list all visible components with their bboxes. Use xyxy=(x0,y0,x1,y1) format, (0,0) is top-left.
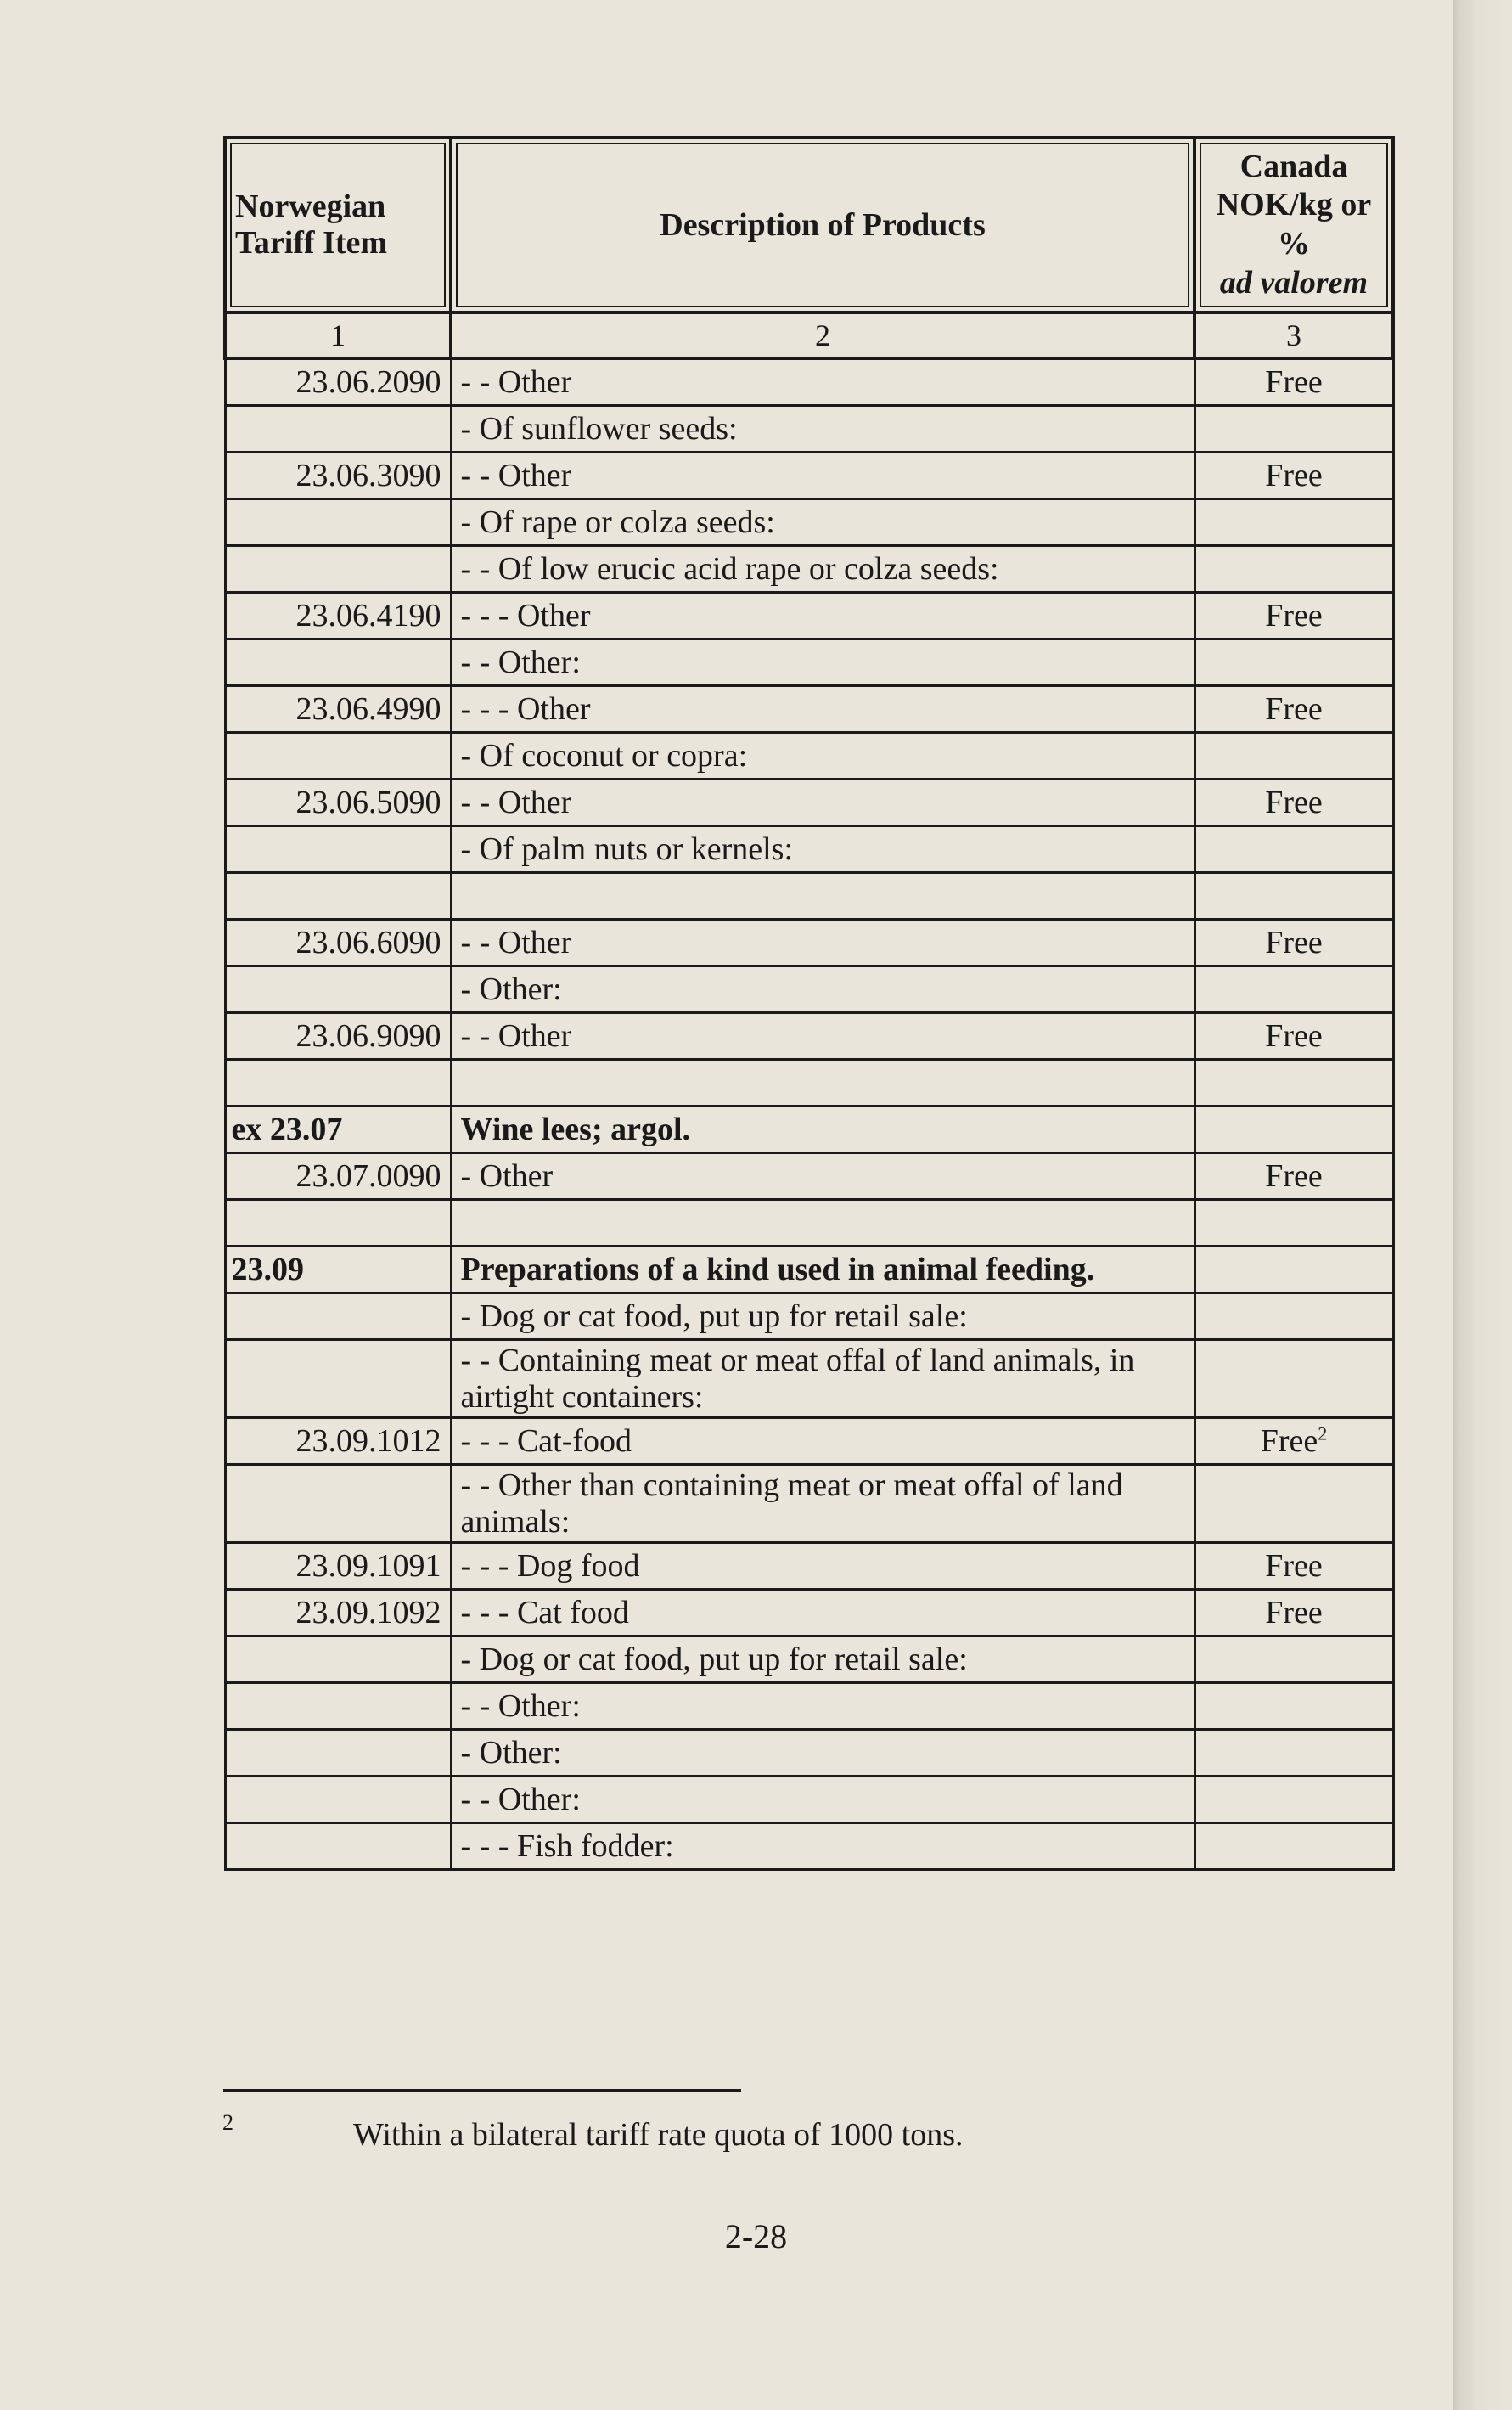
tariff-item-cell xyxy=(225,1777,451,1823)
tariff-item-cell xyxy=(225,1823,451,1870)
description-cell: - - Other xyxy=(451,780,1194,826)
table-row xyxy=(225,1340,1393,1418)
rate-cell xyxy=(1194,1777,1393,1823)
tariff-item-cell xyxy=(225,966,451,1013)
header-tariff-item xyxy=(225,138,451,313)
description-cell: - - Other: xyxy=(451,1777,1194,1823)
description-cell: Preparations of a kind used in animal feeding. xyxy=(451,1247,1194,1293)
rate-cell xyxy=(1194,546,1393,593)
rate-cell xyxy=(1194,453,1393,499)
rate-value: Free xyxy=(1265,924,1323,960)
table-row xyxy=(225,1106,1393,1153)
tariff-item-cell: ex 23.07 xyxy=(225,1106,451,1153)
tariff-item-cell xyxy=(225,1293,451,1340)
table-row xyxy=(225,1293,1393,1340)
description-cell: - Other: xyxy=(451,1730,1194,1777)
table-row xyxy=(225,920,1393,966)
rate-value: Free xyxy=(1265,1157,1323,1194)
tariff-item-cell xyxy=(225,733,451,780)
header-tariff-item-line1: Norwegian xyxy=(235,189,386,225)
table-row xyxy=(225,966,1393,1013)
description-cell: - - Other xyxy=(451,453,1194,499)
tariff-item-cell xyxy=(225,1683,451,1730)
rate-cell xyxy=(1194,826,1393,873)
rate-cell xyxy=(1194,1060,1393,1106)
rate-cell xyxy=(1194,1106,1393,1153)
header-description: Description of Products xyxy=(451,138,1194,313)
table-row xyxy=(225,1247,1393,1293)
description-cell: - - - Cat-food xyxy=(451,1418,1194,1465)
table-row xyxy=(225,1730,1393,1777)
table-row xyxy=(225,1060,1393,1106)
description-cell: - - - Fish fodder: xyxy=(451,1823,1194,1870)
rate-value: Free xyxy=(1265,1594,1323,1630)
table-row xyxy=(225,1636,1393,1683)
description-cell: - Other: xyxy=(451,966,1194,1013)
column-number-2: 2 xyxy=(451,313,1194,358)
table-row xyxy=(225,1590,1393,1636)
description-cell: - Dog or cat food, put up for retail sale: xyxy=(451,1293,1194,1340)
description-cell: - Of rape or colza seeds: xyxy=(451,499,1194,546)
rate-cell xyxy=(1194,920,1393,966)
table-row xyxy=(225,1200,1393,1247)
table-row xyxy=(225,1418,1393,1465)
rate-value: Free xyxy=(1265,597,1323,633)
tariff-item-cell: 23.06.3090 xyxy=(225,453,451,499)
rate-cell xyxy=(1194,1465,1393,1543)
table-row xyxy=(225,1013,1393,1060)
rate-cell xyxy=(1194,1340,1393,1418)
tariff-item-cell: 23.06.4990 xyxy=(225,686,451,733)
tariff-item-cell: 23.06.2090 xyxy=(225,358,451,406)
description-cell: - - Other xyxy=(451,920,1194,966)
rate-cell xyxy=(1194,966,1393,1013)
header-tariff-item-line2: Tariff Item xyxy=(235,225,388,261)
table-row xyxy=(225,639,1393,686)
table-row xyxy=(225,1153,1393,1200)
tariff-item-cell xyxy=(225,406,451,453)
tariff-item-cell xyxy=(225,1200,451,1247)
tariff-table xyxy=(223,136,1395,1871)
rate-cell xyxy=(1194,1153,1393,1200)
table-row xyxy=(225,358,1393,406)
tariff-item-cell: 23.09.1091 xyxy=(225,1543,451,1590)
description-cell: - - Other than containing meat or meat offal of land animals: xyxy=(451,1465,1194,1543)
rate-value: Free xyxy=(1265,1017,1323,1054)
description-cell: - Of coconut or copra: xyxy=(451,733,1194,780)
description-cell: - - Of low erucic acid rape or colza seeds: xyxy=(451,546,1194,593)
tariff-item-cell xyxy=(225,1340,451,1418)
rate-cell xyxy=(1194,1730,1393,1777)
tariff-item-cell xyxy=(225,1636,451,1683)
rate-value: Free xyxy=(1265,457,1323,493)
column-number-3: 3 xyxy=(1194,313,1393,358)
tariff-item-cell xyxy=(225,1060,451,1106)
table-row xyxy=(225,593,1393,639)
rate-cell xyxy=(1194,358,1393,406)
description-cell: - - Other xyxy=(451,358,1194,406)
table-row xyxy=(225,499,1393,546)
tariff-item-cell xyxy=(225,826,451,873)
rate-cell xyxy=(1194,406,1393,453)
tariff-item-cell: 23.06.9090 xyxy=(225,1013,451,1060)
rate-cell xyxy=(1194,1823,1393,1870)
description-cell: - - Other: xyxy=(451,1683,1194,1730)
header-rate-line3: % xyxy=(1278,226,1310,262)
tariff-item-cell: 23.06.5090 xyxy=(225,780,451,826)
table-row xyxy=(225,1777,1393,1823)
rate-value: Free xyxy=(1265,1547,1323,1584)
footnote-rule xyxy=(223,2089,741,2092)
rate-cell xyxy=(1194,873,1393,920)
footnote-reference: 2 xyxy=(1318,1422,1328,1444)
tariff-item-cell xyxy=(225,873,451,920)
rate-cell xyxy=(1194,1293,1393,1340)
header-row xyxy=(225,138,1393,313)
header-rate-line2: NOK/kg or xyxy=(1216,187,1372,223)
rate-cell xyxy=(1194,686,1393,733)
column-number-row xyxy=(225,313,1393,358)
table-row xyxy=(225,406,1393,453)
rate-cell xyxy=(1194,1590,1393,1636)
table-row xyxy=(225,1543,1393,1590)
rate-cell xyxy=(1194,639,1393,686)
description-cell: - - - Cat food xyxy=(451,1590,1194,1636)
rate-value: Free xyxy=(1265,784,1323,820)
description-cell: - - Containing meat or meat offal of land animals, in airtight containers: xyxy=(451,1340,1194,1418)
tariff-item-cell: 23.09 xyxy=(225,1247,451,1293)
tariff-item-cell xyxy=(225,499,451,546)
footnote-text: Within a bilateral tariff rate quota of 1000 tons. xyxy=(353,2117,964,2153)
tariff-item-cell xyxy=(225,639,451,686)
table-row xyxy=(225,733,1393,780)
description-cell: - - - Other xyxy=(451,593,1194,639)
tariff-item-cell xyxy=(225,1465,451,1543)
rate-cell xyxy=(1194,1543,1393,1590)
column-number-1: 1 xyxy=(225,313,451,358)
header-rate-line4: ad valorem xyxy=(1219,264,1369,301)
table-row xyxy=(225,453,1393,499)
description-cell xyxy=(451,1060,1194,1106)
table-row xyxy=(225,546,1393,593)
rate-cell xyxy=(1194,1636,1393,1683)
tariff-item-cell xyxy=(225,546,451,593)
description-cell: - - - Other xyxy=(451,686,1194,733)
rate-cell xyxy=(1194,593,1393,639)
rate-cell xyxy=(1194,499,1393,546)
rate-value: Free xyxy=(1260,1422,1318,1459)
page-edge-shadow xyxy=(1453,0,1512,2410)
description-cell: - Other xyxy=(451,1153,1194,1200)
tariff-item-cell: 23.09.1092 xyxy=(225,1590,451,1636)
tariff-item-cell: 23.06.4190 xyxy=(225,593,451,639)
header-rate-line1: Canada xyxy=(1239,148,1348,184)
table-row xyxy=(225,873,1393,920)
rate-cell xyxy=(1194,780,1393,826)
tariff-item-cell xyxy=(225,1730,451,1777)
table-row xyxy=(225,686,1393,733)
description-cell: - - - Dog food xyxy=(451,1543,1194,1590)
description-cell: - Of palm nuts or kernels: xyxy=(451,826,1194,873)
table-body xyxy=(225,358,1393,1870)
description-cell: - - Other: xyxy=(451,639,1194,686)
description-cell: - Dog or cat food, put up for retail sale: xyxy=(451,1636,1194,1683)
rate-value: Free xyxy=(1265,690,1323,727)
description-cell xyxy=(451,873,1194,920)
table-row xyxy=(225,1683,1393,1730)
tariff-item-cell: 23.06.6090 xyxy=(225,920,451,966)
rate-cell xyxy=(1194,1247,1393,1293)
rate-cell xyxy=(1194,1418,1393,1465)
tariff-item-cell: 23.09.1012 xyxy=(225,1418,451,1465)
table-row xyxy=(225,1823,1393,1870)
description-cell: Wine lees; argol. xyxy=(451,1106,1194,1153)
rate-cell xyxy=(1194,1013,1393,1060)
rate-cell xyxy=(1194,1200,1393,1247)
description-cell xyxy=(451,1200,1194,1247)
rate-value: Free xyxy=(1265,363,1323,400)
rate-cell xyxy=(1194,733,1393,780)
footnote-number: 2 xyxy=(222,2110,233,2135)
description-cell: - Of sunflower seeds: xyxy=(451,406,1194,453)
tariff-item-cell: 23.07.0090 xyxy=(225,1153,451,1200)
table-row xyxy=(225,780,1393,826)
header-rate xyxy=(1194,138,1393,313)
rate-cell xyxy=(1194,1683,1393,1730)
page-number: 2-28 xyxy=(724,2217,788,2255)
description-cell: - - Other xyxy=(451,1013,1194,1060)
table-row xyxy=(225,1465,1393,1543)
table-row xyxy=(225,826,1393,873)
